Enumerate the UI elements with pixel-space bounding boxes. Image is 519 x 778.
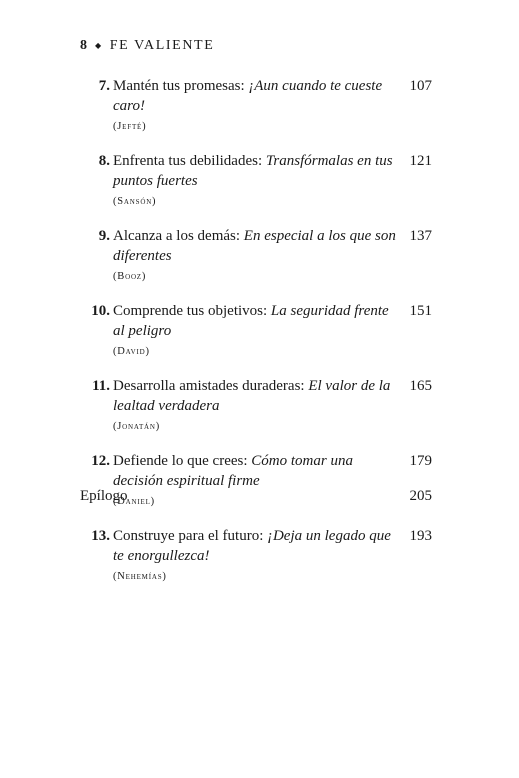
- chapter-title: [113, 526, 398, 566]
- chapter-title: [113, 226, 398, 266]
- chapter-number: 9.: [98, 228, 110, 244]
- toc-entry: [80, 526, 432, 585]
- chapter-title: [113, 451, 398, 491]
- chapter-subtitle: Transfórmalas en tus puntos fuertes: [113, 153, 393, 189]
- chapter-page: 121: [409, 153, 432, 169]
- toc-entry: [80, 76, 432, 135]
- chapter-person: (Booz): [113, 271, 147, 282]
- chapter-person: (Sansón): [113, 196, 157, 207]
- chapter-person: (David): [113, 346, 150, 357]
- table-of-contents: [80, 76, 432, 601]
- chapter-title-main: Alcanza a los demás:: [113, 228, 241, 244]
- chapter-page: 179: [409, 453, 432, 469]
- chapter-number: 13.: [91, 528, 110, 544]
- toc-entry: [80, 301, 432, 360]
- book-title: FE VALIENTE: [109, 38, 215, 53]
- toc-entry: [80, 151, 432, 210]
- chapter-subtitle: La seguridad frente al peligro: [113, 303, 389, 339]
- epilogue-page: 205: [409, 488, 432, 504]
- chapter-page: 107: [409, 78, 432, 94]
- chapter-title-main: Comprende tus objetivos:: [113, 303, 268, 319]
- chapter-page: 165: [409, 378, 432, 394]
- chapter-person: (Jefté): [113, 121, 147, 132]
- chapter-number: 12.: [91, 453, 110, 469]
- chapter-page: 151: [409, 303, 432, 319]
- toc-epilogue: [80, 486, 432, 506]
- chapter-title: [113, 376, 398, 416]
- page-number: 8: [80, 38, 87, 53]
- chapter-page: 137: [409, 228, 432, 244]
- chapter-number: 10.: [91, 303, 110, 319]
- chapter-subtitle: ¡Deja un legado que te enorgullezca!: [113, 528, 391, 564]
- toc-entry: [80, 376, 432, 435]
- chapter-title-main: Construye para el futuro:: [113, 528, 264, 544]
- chapter-title: [113, 301, 398, 341]
- chapter-subtitle: ¡Aun cuando te cueste caro!: [113, 78, 383, 114]
- chapter-subtitle: El valor de la lealtad verdadera: [113, 378, 391, 414]
- chapter-title: [113, 151, 398, 191]
- chapter-person: (Jonatán): [113, 421, 161, 432]
- chapter-person: (Nehemías): [113, 571, 167, 582]
- chapter-title: [113, 76, 398, 116]
- chapter-subtitle: En especial a los que son diferentes: [113, 228, 396, 264]
- running-head: [80, 38, 214, 54]
- chapter-title-main: Desarrolla amistades duraderas:: [113, 378, 305, 394]
- chapter-number: 7.: [98, 78, 110, 94]
- epilogue-label: Epílogo: [80, 488, 128, 504]
- chapter-title-main: Mantén tus promesas:: [113, 78, 245, 94]
- chapter-title-main: Defiende lo que crees:: [113, 453, 248, 469]
- chapter-page: 193: [409, 528, 432, 544]
- diamond-separator-icon: ◆: [95, 40, 103, 50]
- chapter-title-main: Enfrenta tus debilidades:: [113, 153, 263, 169]
- chapter-person: (Daniel): [113, 496, 155, 507]
- toc-entry: [80, 226, 432, 285]
- chapter-subtitle: Cómo tomar una decisión espiritual firme: [113, 453, 353, 489]
- chapter-number: 8.: [98, 153, 110, 169]
- chapter-number: 11.: [92, 378, 110, 394]
